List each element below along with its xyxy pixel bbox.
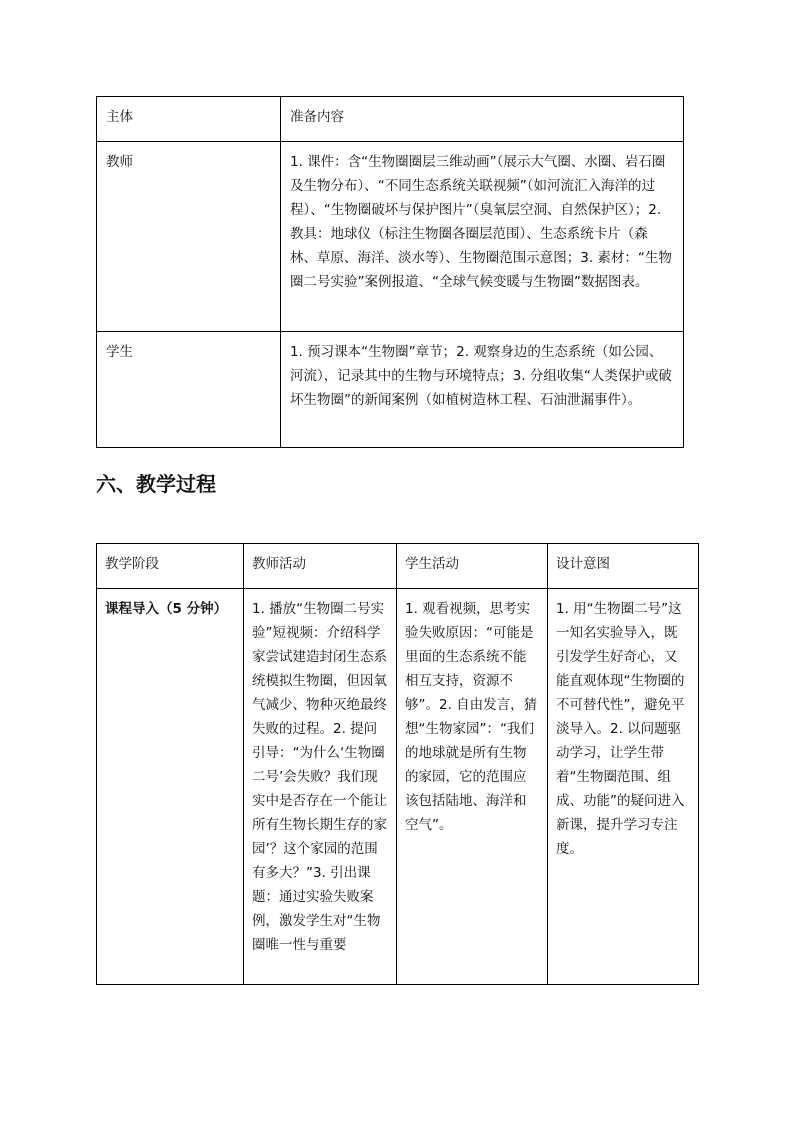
subject-cell: 教师 bbox=[97, 142, 281, 332]
content-cell: 1. 预习课本“生物圈”章节；2. 观察身边的生态系统（如公园、河流），记录其中的生物与环境特点；3. 分组收集“人类保护或破坏生物圈”的新闻案例（如植树造林工程、石油泄漏事件）。 bbox=[281, 332, 684, 448]
table-row bbox=[97, 142, 684, 332]
table-header-row bbox=[97, 97, 684, 142]
stage-cell: 课程导入（5 分钟） bbox=[97, 589, 244, 985]
header-cell-stage: 教学阶段 bbox=[97, 544, 244, 589]
header-cell-subject: 主体 bbox=[97, 97, 281, 142]
section-heading: 六、教学过程 bbox=[96, 472, 216, 496]
content-cell: 1. 课件：含“生物圈圈层三维动画”（展示大气圈、水圈、岩石圈及生物分布）、“不同生态系统关联视频”（如河流汇入海洋的过程）、“生物圈破坏与保护图片”（臭氧层空洞、自然保护区）；2. 教具：地球仪（标注生物圈各圈层范围）、生态系统卡片（森林、草原、海洋、淡水等）、生物圈范围示意图；3. 素材：“生物圈二号实验”案例报道、“全球气候变暖与生物圈”数据图表。 bbox=[281, 142, 684, 332]
header-cell-content: 准备内容 bbox=[281, 97, 684, 142]
preparation-table bbox=[96, 96, 684, 448]
teaching-process-table bbox=[96, 543, 699, 985]
table-row bbox=[97, 589, 699, 985]
subject-cell: 学生 bbox=[97, 332, 281, 448]
header-cell-intent: 设计意图 bbox=[548, 544, 699, 589]
header-cell-student: 学生活动 bbox=[397, 544, 548, 589]
student-activity-cell: 1. 观看视频，思考实验失败原因：“可能是里面的生态系统不能相互支持，资源不够”。2. 自由发言，猜想“生物家园”：“我们的地球就是所有生物的家园，它的范围应该包括陆地、海洋和空气”。 bbox=[397, 589, 548, 985]
design-intent-cell: 1. 用“生物圈二号”这一知名实验导入，既引发学生好奇心，又能直观体现“生物圈的不可替代性”，避免平淡导入。2. 以问题驱动学习，让学生带着“生物圈范围、组成、功能”的疑问进入新课，提升学习专注度。 bbox=[548, 589, 699, 985]
header-cell-teacher: 教师活动 bbox=[244, 544, 397, 589]
table-row bbox=[97, 332, 684, 448]
teacher-activity-cell: 1. 播放“生物圈二号实验”短视频：介绍科学家尝试建造封闭生态系统模拟生物圈，但因氧气减少、物种灭绝最终失败的过程。2. 提问引导：“为什么‘生物圈二号’会失败？我们现实中是否存在一个能让所有生物长期生存的家园’？这个家园的范围有多大？”3. 引出课题：通过实验失败案例，激发学生对“生物圈唯一性与重要 bbox=[244, 589, 397, 985]
table-header-row bbox=[97, 544, 699, 589]
